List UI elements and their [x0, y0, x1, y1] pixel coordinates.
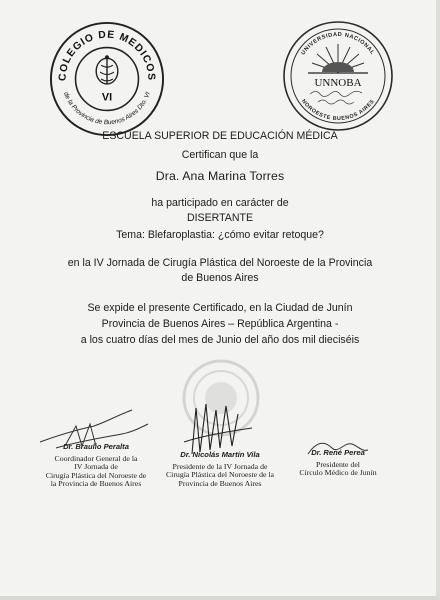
signer-name: Dr. Braulio Peralta	[63, 442, 129, 451]
signer-title-line: Coordinador General de la	[54, 453, 138, 463]
signer-title-line: Presidente de la IV Jornada de	[172, 461, 268, 471]
signature-block-perea	[278, 449, 398, 478]
issued-line-2: Provincia de Buenos Aires – República Argentina -	[101, 318, 339, 330]
signature-block-vila	[150, 451, 290, 488]
signer-title-line: Provincia de Buenos Aires	[178, 478, 262, 488]
seal-left-bottom-text: de la Provincia de Buenos Aires Dto. VI	[62, 91, 152, 127]
seal-right-bottom-text: NOROESTE BUENOS AIRES	[300, 98, 376, 123]
seal-left-top-text: COLEGIO DE MEDICOS	[57, 29, 157, 82]
institution-name: ESCUELA SUPERIOR DE EDUCACIÓN MÉDICA	[102, 130, 338, 142]
issued-line-3: a los cuatro días del mes de Junio del año dos mil dieciséis	[80, 334, 360, 346]
seal-left-center-label: VI	[101, 91, 113, 104]
topic-line: Tema: Blefaroplastia: ¿cómo evitar retoque?	[116, 229, 324, 241]
svg-text:NOROESTE BUENOS AIRES	[300, 98, 376, 122]
participation-line: ha participado en carácter de	[151, 197, 289, 209]
event-line-1: en la IV Jornada de Cirugía Plástica del Noroeste de la Provincia	[67, 257, 373, 269]
recipient-name: Dra. Ana Marina Torres	[155, 169, 285, 183]
signer-name: Dr. René Perea	[311, 448, 365, 457]
signer-title-line: Cirugía Plástica del Noroeste de la	[165, 470, 275, 480]
seal-right-top-text: UNIVERSIDAD NACIONAL	[300, 31, 376, 57]
event-line-2: de Buenos Aires	[181, 272, 259, 284]
issued-line-1: Se expide el presente Certificado, en la Ciudad de Junín	[87, 302, 353, 314]
unnoba-seal-logo	[282, 20, 394, 132]
certify-line: Certifican que la	[181, 149, 259, 161]
signer-name: Dr. Nicolás Martín Vila	[180, 450, 260, 459]
signer-title-line: Círculo Médico de Junín	[299, 468, 377, 478]
signer-title-line: Presidente del	[316, 459, 360, 469]
seal-right-center-label: UNNOBA	[314, 77, 362, 89]
colegio-medicos-seal-logo	[48, 20, 166, 138]
role-title: DISERTANTE	[186, 212, 254, 224]
signer-title-line: la Provincia de Buenos Aires	[50, 479, 142, 489]
signer-title-line: IV Jornada de	[74, 462, 118, 472]
signer-title-line: Cirugía Plástica del Noroeste de	[45, 470, 147, 480]
